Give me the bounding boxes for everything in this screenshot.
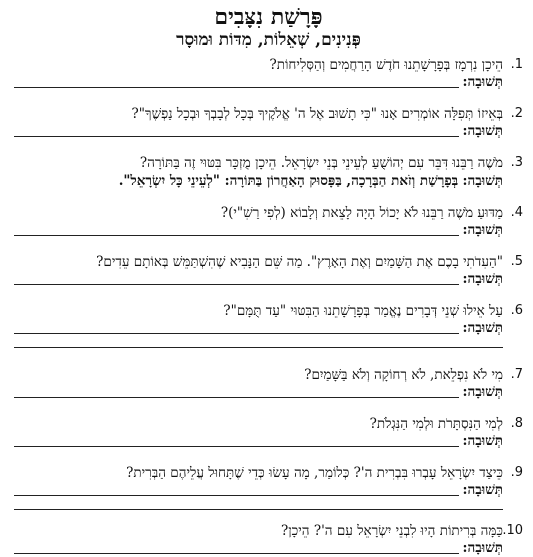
answer-label: תְּשׁוּבָה: xyxy=(462,384,503,400)
answer-line[interactable] xyxy=(14,223,459,236)
answer-line[interactable] xyxy=(14,483,459,496)
answer-row xyxy=(14,433,523,450)
answer-label: תְּשׁוּבָה: xyxy=(462,222,503,238)
answer-row xyxy=(14,74,523,91)
question-text: מֹשֶׁה רַבֵּנוּ דִּבֵּר עִם יְהוֹשֻׁעַ לְעֵינֵי בְּנֵי יִשְׂרָאֵל. הֵיכָן מֻזְכָּר בִּטּוּי זֶה בַּתּוֹרָה? xyxy=(139,155,503,171)
answer-line[interactable] xyxy=(14,385,459,398)
answer-extra-line[interactable] xyxy=(14,499,503,510)
question-text: כַּמָּה בְּרִיתוֹת הָיוּ לִבְנֵי יִשְׂרָאֵל עִם ה'? הֵיכָן? xyxy=(280,523,503,539)
answer-row xyxy=(14,271,523,288)
answer-line[interactable] xyxy=(14,272,459,285)
question-7 xyxy=(14,366,523,401)
answer-label: תְּשׁוּבָה: xyxy=(462,482,503,498)
answer-row xyxy=(14,222,523,239)
question-number: 3. xyxy=(510,155,523,170)
question-2 xyxy=(14,105,523,140)
question-3 xyxy=(14,154,523,190)
question-text: "הַעִדֹתִי בָכֶם אֶת הַשָּׁמַיִם וְאֶת הָאָרֶץ". מַה שֵּׁם הַנָּבִיא שֶׁהִשְׁתַּמֵּשׁ בְּאוֹתָם עֵדִים? xyxy=(96,254,503,270)
question-list xyxy=(14,56,523,557)
answer-line[interactable] xyxy=(14,541,459,554)
question-number: 8. xyxy=(510,416,523,431)
answer-label: תְּשׁוּבָה: xyxy=(462,540,503,556)
question-8 xyxy=(14,415,523,450)
answer-row xyxy=(14,320,523,337)
question-text: עַל אֵילוּ שְׁנֵי דְּבָרִים נֶאֱמַר בְּפָרָשָׁתֵנוּ הַבִּטּוּי "עַד תֻּמָּם"? xyxy=(223,303,503,319)
answer-row xyxy=(14,172,523,190)
answer-row xyxy=(14,482,523,499)
question-text: מִי לֹא נִפְלֵאת, לֹא רְחוֹקָה וְלֹא בַּשָּׁמַיִם? xyxy=(304,367,503,383)
question-number: 4. xyxy=(510,205,523,220)
answer-label: תְּשׁוּבָה: xyxy=(462,271,503,287)
question-number: 9. xyxy=(510,465,523,480)
answer-line[interactable] xyxy=(14,321,459,334)
question-number: 7. xyxy=(510,367,523,382)
answer-label: תְּשׁוּבָה: xyxy=(462,433,503,449)
answer-label: תְּשׁוּבָה: xyxy=(462,320,503,336)
question-number: 2. xyxy=(510,106,523,121)
question-number: 6. xyxy=(510,303,523,318)
question-text: מַדּוּעַ מֹשֶׁה רַבֵּנוּ לֹא יָכוֹל הָיָה לָצֵאת וְלָבוֹא (לְפִי רַשִׁ"י)? xyxy=(220,205,503,221)
question-number: 5. xyxy=(510,254,523,269)
answer-row xyxy=(14,540,523,557)
answer-text: בְּפָרָשַׁת וְזֹאת הַבְּרָכָה, בַּפָּסוּק הָאַחֲרוֹן בַּתּוֹרָה: "לְעֵינֵי כָּל יִשְׂרָאֵל". xyxy=(118,173,459,189)
answer-row xyxy=(14,384,523,401)
answer-extra-line[interactable] xyxy=(14,337,503,348)
question-5 xyxy=(14,253,523,288)
question-text: הֵיכָן נִרְמָז בְּפָרָשָׁתֵנוּ חֹדֶשׁ הָרַחֲמִים וְהַסְּלִיחוֹת? xyxy=(269,57,503,73)
page-title: פָּרָשַׁת נִצָּבִים xyxy=(214,4,323,30)
question-text: כֵּיצַד יִשְׂרָאֵל עָבְרוּ בִּבְרִית ה'? כְּלוֹמַר, מָה עָשׂוּ כְּדֵי שֶׁתָּחוּל עֲלֵיהֶם הַבְּרִית? xyxy=(126,465,503,481)
answer-line[interactable] xyxy=(14,124,459,137)
answer-label: תְּשׁוּבָה: xyxy=(462,173,503,189)
question-number: 1. xyxy=(510,57,523,72)
answer-line[interactable] xyxy=(14,434,459,447)
answer-label: תְּשׁוּבָה: xyxy=(462,123,503,139)
question-4 xyxy=(14,204,523,239)
question-text: בְּאֵיזוֹ תְּפִלָּה אוֹמְרִים אָנוּ "כִּי תָשׁוּב אֶל ה' אֱלֹקֶיךָ בְּכָל לְבָבְךָ וּבְכָל נַפְשֶׁךָ"? xyxy=(131,106,503,122)
question-10 xyxy=(14,522,523,557)
answer-row xyxy=(14,123,523,140)
question-1 xyxy=(14,56,523,91)
page-subtitle: פְּנִינִים, שְׁאֵלוֹת, מִדּוֹת וּמוּסָר xyxy=(176,30,361,50)
question-number: 10. xyxy=(502,523,523,538)
answer-label: תְּשׁוּבָה: xyxy=(462,74,503,90)
question-6 xyxy=(14,302,523,348)
answer-line[interactable] xyxy=(14,75,459,88)
question-9 xyxy=(14,464,523,510)
question-text: לְמִי הַנִּסְתָּרֹת וּלְמִי הַנִּגְלֹת? xyxy=(369,416,503,432)
